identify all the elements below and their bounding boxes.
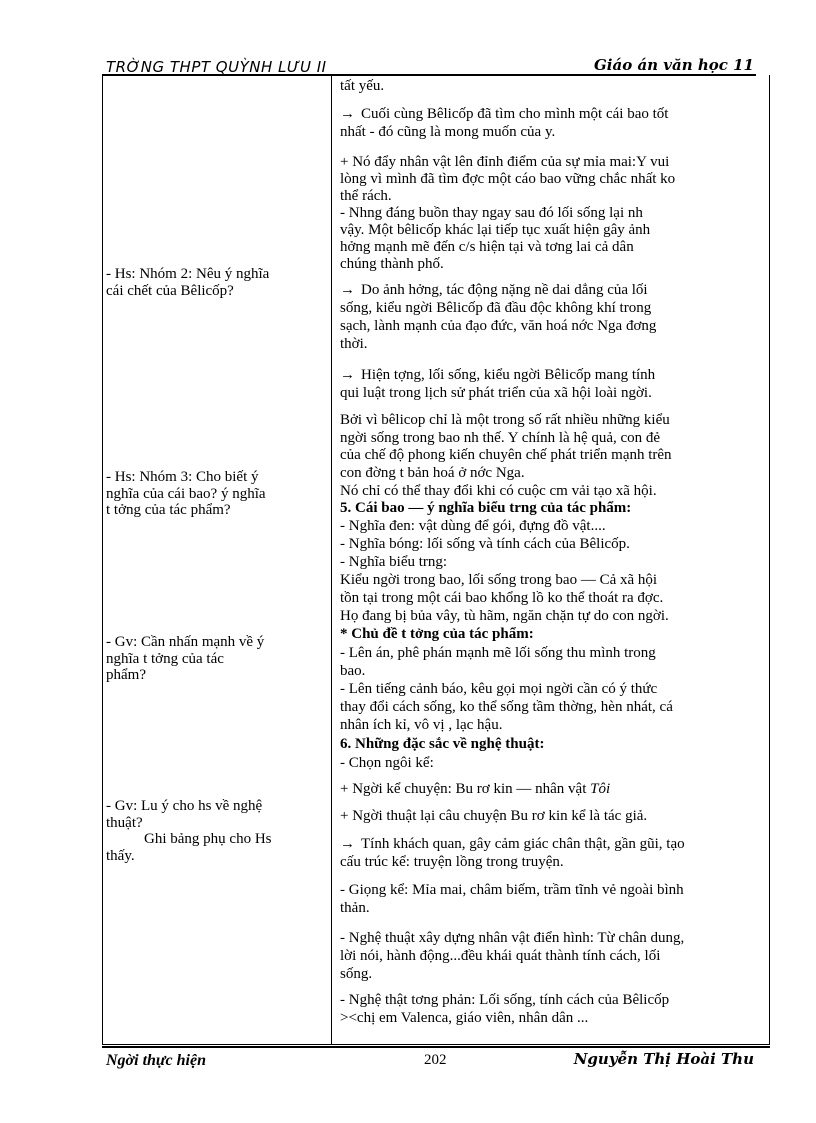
content-line: của chế độ phong kiến chuyên chế phát triển mạnh trên [340,447,672,463]
teacher-note-art [106,798,324,864]
header-school: TRỜNG THPT QUỲNH LƯU II [106,58,327,76]
header-subject: Giáo án văn học 11 [593,56,754,74]
content-line: Kiểu ngời trong bao, lối sống trong bao — Cả xã hội [340,572,658,588]
content-line: bao. [340,663,366,679]
arrow-right-icon: → [340,367,355,383]
content-line: nhất - đó cũng là mong muốn của y. [340,124,556,140]
content-line: con đờng t bản hoá ở nớc Nga. [340,465,525,481]
content-line: ><chị em Valenca, giáo viên, nhân dân ... [340,1010,589,1026]
question-line: - Hs: Nhóm 3: Cho biết ý [106,469,259,485]
content-line: thản. [340,900,370,916]
content-line: → Tính khách quan, gây cảm giác chân thật, gần gũi, tạo [340,836,685,852]
content-line: - Nghĩa bóng: lối sống và tính cách của Bêlicốp. [340,536,630,552]
content-line: - Nghĩa biểu trng: [340,554,448,570]
footer-rule [102,1046,770,1048]
column-divider [331,75,332,1045]
footer-author-label: Ngời thực hiện [106,1052,206,1069]
section-heading-theme: * Chủ đề t tởng của tác phẩm: [340,626,534,642]
content-line: sống, kiểu ngời Bêlicốp đã đầu độc không khí trong [340,300,652,316]
content-line: vậy. Một bêlicốp khác lại tiếp tục xuất hiện gây ảnh [340,222,651,238]
content-line: + Ngời thuật lại câu chuyện Bu rơ kin kể là tác giả. [340,808,648,824]
content-line: sạch, lành mạnh của đạo đức, văn hoá nớc Nga đơng [340,318,657,334]
content-line: - Giọng kể: Mỉa mai, châm biếm, trầm tĩnh vẻ ngoài bình [340,882,684,898]
question-line: - Gv: Cần nhấn mạnh về ý [106,634,265,650]
content-line: Nó chỉ có thể thay đổi khi có cuộc cm vải tạo xã hội. [340,483,657,499]
teacher-question-group3 [106,469,324,519]
question-line: t tởng của tác phẩm? [106,502,231,518]
content-line: lời nói, hành động...đều khái quát thành tính cách, lối [340,948,661,964]
content-line: hởng mạnh mẽ đến c/s hiện tại và tơng lai cả dân [340,239,634,255]
content-line: - Nghệ thật tơng phản: Lối sống, tính cách của Bêlicốp [340,992,670,1008]
content-line: nhân ích kỉ, vô vị , lạc hậu. [340,717,503,733]
narrator-name: Tôi [590,781,611,797]
content-line: lòng vì mình đã tìm đợc một cáo bao vững chắc nhất ko [340,171,676,187]
content-line: thời. [340,336,368,352]
arrow-right-icon: → [340,836,355,852]
content-line: thể rách. [340,188,392,204]
content-line: thay đổi cách sống, ko thể sống tầm thờng, hèn nhát, cá [340,699,673,715]
content-line: - Nhng đáng buồn thay ngay sau đó lối sống lại nh [340,205,643,221]
question-line: - Hs: Nhóm 2: Nêu ý nghĩa [106,266,270,282]
content-line: - Lên án, phê phán mạnh mẽ lối sống thu mình trong [340,645,656,661]
page-number: 202 [424,1052,447,1068]
content-line: + Nó đẩy nhân vật lên đỉnh điểm của sự mỉa mai:Y vui [340,154,670,170]
content-line: + Ngời kể chuyện: Bu rơ kin — nhân vật Tôi [340,781,611,797]
content-line: → Hiện tợng, lối sống, kiểu ngời Bêlicốp mang tính [340,367,656,383]
content-line: chúng thành phố. [340,256,444,272]
teacher-question-group2 [106,266,324,299]
content-line: - Lên tiếng cảnh báo, kêu gọi mọi ngời cần có ý thức [340,681,658,697]
content-line: ngời sống trong bao nh thế. Y chính là hệ quả, con đẻ [340,430,661,446]
content-line: - Chọn ngôi kể: [340,755,434,771]
content-line: Bởi vì bêlicop chỉ là một trong số rất nhiều những kiểu [340,412,670,428]
question-line: thuật? [106,814,143,831]
content-line: qui luật trong lịch sử phát triển của xã hội loài ngời. [340,385,652,401]
content-line: tồn tại trong một cái bao khổng lồ ko thể thoát ra đợc. [340,590,664,606]
question-line: nghĩa của cái bao? ý nghĩa [106,485,266,502]
footer-author-name: Nguyễn Thị Hoài Thu [573,1050,754,1068]
section-heading-6: 6. Những đặc sắc về nghệ thuật: [340,736,545,752]
question-line: - Gv: Lu ý cho hs về nghệ [106,798,263,814]
content-line: sống. [340,966,373,982]
teacher-note-theme [106,634,324,684]
content-line: Họ đang bị bủa vây, tù hãm, ngăn chặn tự do con ngời. [340,608,669,624]
section-heading-5: 5. Cái bao — ý nghĩa biểu trng của tác phẩm: [340,500,632,516]
arrow-right-icon: → [340,106,355,122]
content-line: tất yếu. [340,78,385,94]
content-line: → Do ảnh hởng, tác động nặng nề dai dẳng của lối [340,282,648,298]
content-line: cấu trúc kể: truyện lồng trong truyện. [340,854,564,870]
arrow-right-icon: → [340,282,355,298]
content-line: → Cuối cùng Bêlicốp đã tìm cho mình một cái bao tốt [340,106,669,122]
content-line: - Nghệ thuật xây dựng nhân vật điển hình: Từ chân dung, [340,930,685,946]
question-line: Ghi bảng phụ cho Hs [144,831,272,847]
question-line: thấy. [106,847,135,864]
question-line: phẩm? [106,667,146,683]
content-line: - Nghĩa đen: vật dùng để gói, đựng đồ vật.... [340,518,606,534]
question-line: cái chết của Bêlicốp? [106,282,234,299]
question-line: nghĩa t tởng của tác [106,650,224,667]
